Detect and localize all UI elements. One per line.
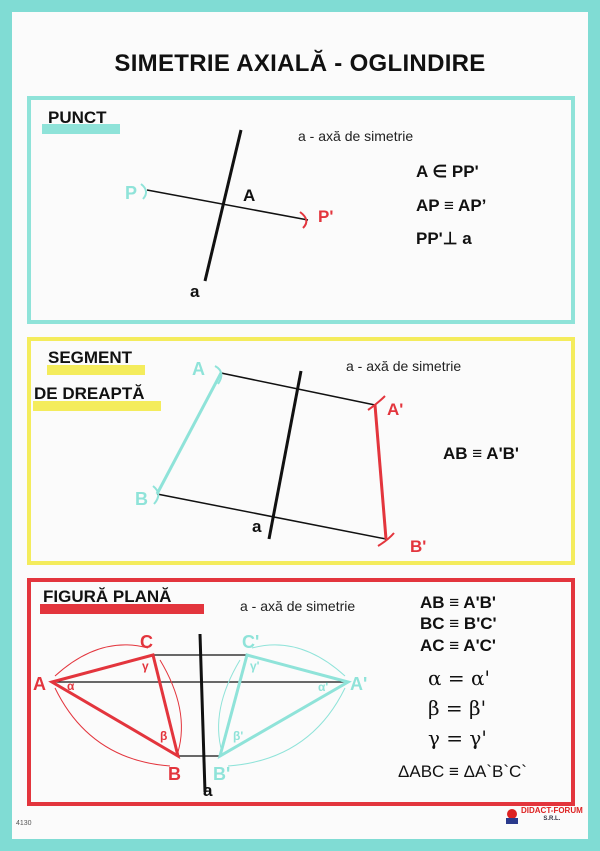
figure-triangle-relation: ΔABC ≡ ΔA`B`C` (398, 762, 527, 781)
segment-a-label: A (192, 359, 205, 379)
figure-segment-relation-1: AB ≡ A'B' (420, 593, 496, 612)
publisher-logo-name: DIDACT-FORUM (521, 806, 583, 815)
segment-axis-caption: a - axă de simetrie (346, 358, 462, 374)
figure-axis-caption: a - axă de simetrie (240, 598, 356, 614)
segment-b-prime-label: B' (410, 537, 427, 556)
point-a-label: A (243, 186, 256, 205)
point-p-label: P (125, 183, 138, 203)
figure-segment-relation-2: BC ≡ B'C' (420, 614, 497, 633)
figure-axis-label: a (203, 781, 213, 800)
publisher-logo (503, 805, 583, 831)
segment-a-prime-label: A' (387, 400, 404, 419)
point-axis-label: a (190, 282, 200, 301)
segment-axis-label: a (252, 517, 262, 536)
figure-gamma-label: γ (142, 659, 149, 673)
figure-alpha-label: α (67, 679, 75, 693)
point-relation-1: A ∈ PP' (416, 162, 479, 181)
figure-beta-prime-label: β' (233, 729, 244, 743)
catalog-code: 4130 (16, 820, 32, 827)
figure-c-prime-label: C' (242, 632, 260, 652)
figure-arc-ab (55, 688, 170, 766)
figure-angle-relation-gamma: γ = γ' (428, 726, 487, 750)
point-relation-3: PP'⊥ a (416, 229, 472, 248)
figure-a-prime-label: A' (350, 674, 368, 694)
figure-arc-a-prime-b-prime (228, 688, 345, 766)
figure-heading: FIGURĂ PLANĂ (43, 587, 172, 606)
figure-a-label: A (33, 674, 46, 694)
publisher-logo-suffix: S.R.L. (543, 816, 561, 822)
point-heading: PUNCT (48, 108, 107, 127)
figure-symmetry-axis (200, 634, 205, 792)
page-title: SIMETRIE AXIALĂ - OGLINDIRE (114, 50, 486, 77)
segment-relation: AB ≡ A'B' (443, 444, 519, 463)
figure-beta-label: β (160, 729, 168, 743)
figure-alpha-prime-label: α' (318, 680, 329, 694)
segment-b-label: B (135, 489, 148, 509)
figure-angle-relation-alpha: α = α' (428, 666, 490, 690)
segment-heading-line-2: DE DREAPTĂ (34, 384, 145, 403)
figure-segment-relation-3: AC ≡ A'C' (420, 636, 496, 655)
figure-angle-relation-beta: β = β' (428, 696, 487, 720)
publisher-logo-icon (503, 807, 521, 827)
segment-heading-line-1: SEGMENT (48, 348, 133, 367)
figure-gamma-prime-label: γ' (250, 659, 260, 673)
point-p-prime-label: P' (318, 207, 334, 226)
figure-b-label: B (168, 764, 181, 784)
point-relation-2: AP ≡ AP’ (416, 196, 487, 215)
figure-b-prime-label: B' (213, 764, 231, 784)
figure-c-label: C (140, 632, 153, 652)
point-axis-caption: a - axă de simetrie (298, 128, 414, 144)
